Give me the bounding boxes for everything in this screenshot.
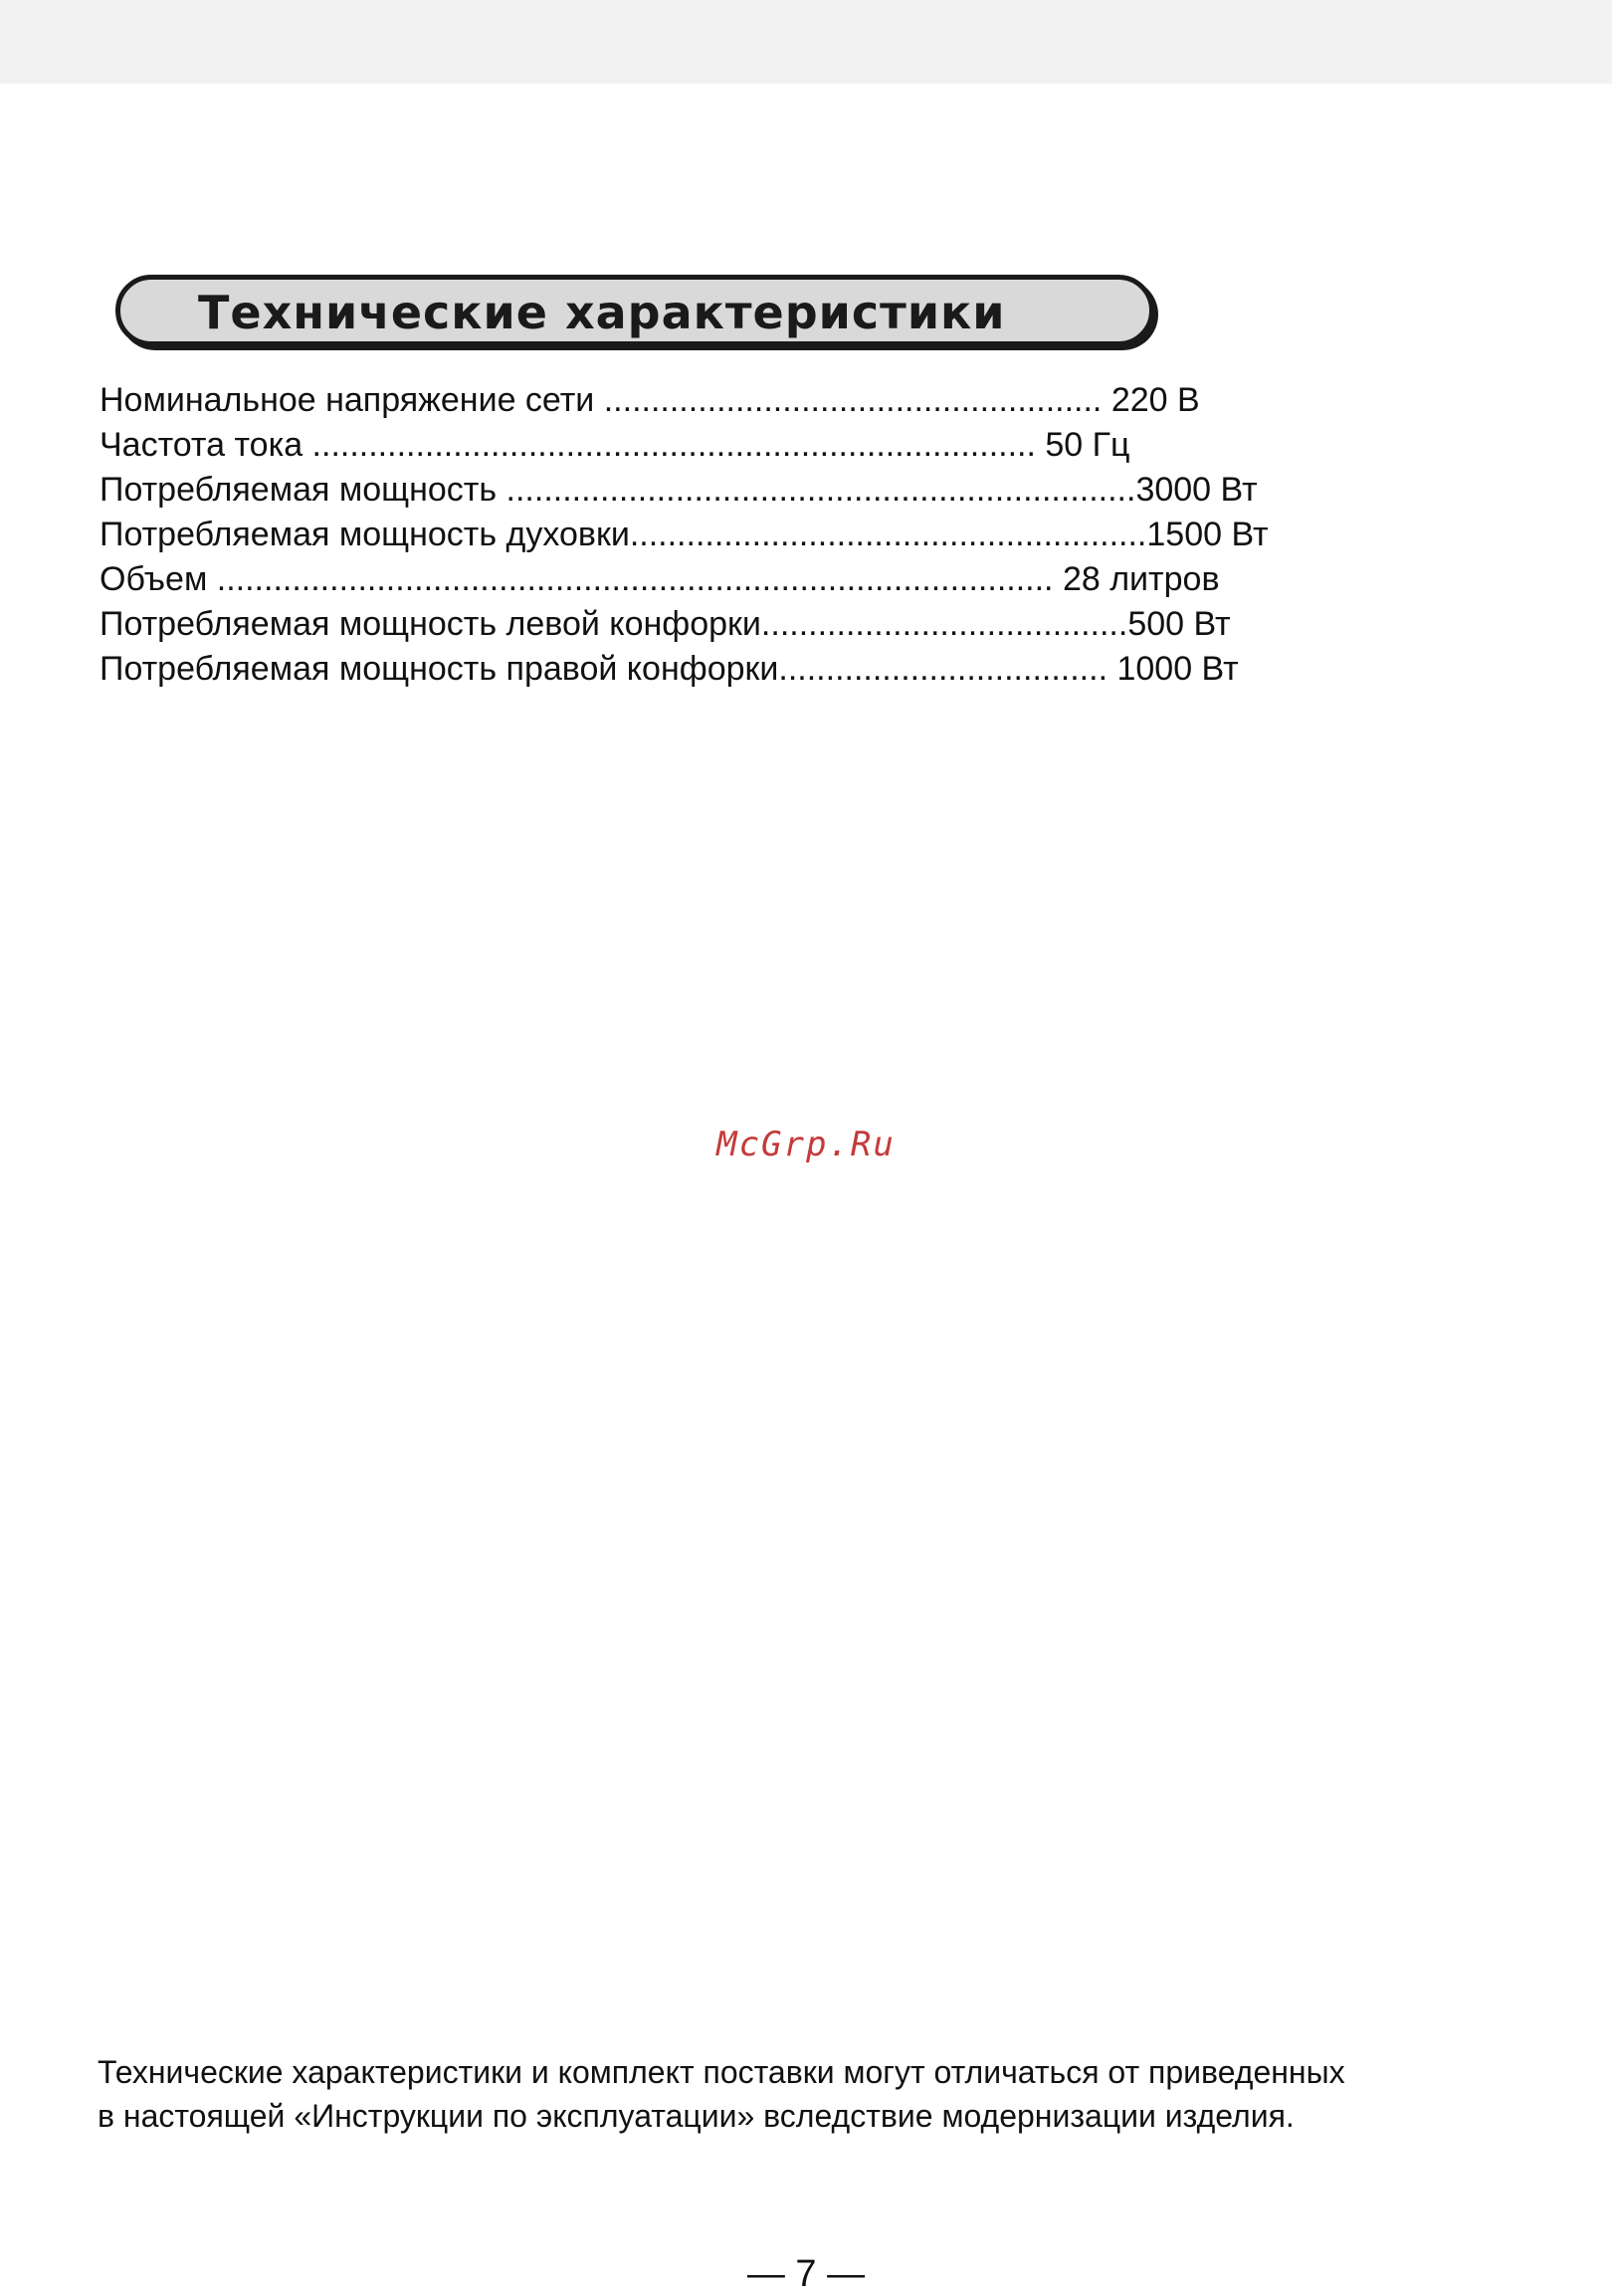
spec-list: [100, 378, 1493, 692]
spec-leader-dots: .............................................................................: [302, 426, 1046, 464]
spec-value: 50 Гц: [1045, 426, 1130, 464]
spec-label: Номинальное напряжение сети: [100, 381, 595, 419]
footer-note-line: в настоящей «Инструкции по эксплуатации» вследствие модернизации изделия.: [98, 2098, 1295, 2134]
spec-label: Частота тока: [100, 426, 303, 464]
spec-label: Объем: [100, 560, 208, 598]
spec-leader-dots: .......................................................: [629, 516, 1147, 553]
spec-leader-dots: .......................................: [760, 605, 1128, 643]
spec-leader-dots: .....................................................: [594, 381, 1111, 419]
spec-leader-dots: ...................................................................: [497, 471, 1136, 509]
spec-row-right-burner: [100, 647, 1493, 692]
spec-row-volume: [100, 557, 1493, 602]
footer-note-line: Технические характеристики и комплект поставки могут отличаться от приведенных: [98, 2054, 1345, 2090]
spec-label: Потребляемая мощность: [100, 471, 498, 509]
spec-row-frequency: [100, 423, 1493, 468]
section-heading-box: [115, 275, 1154, 346]
spec-value: 1500 Вт: [1146, 516, 1269, 553]
page-number: — 7 —: [746, 2253, 866, 2295]
spec-leader-dots: ...................................: [778, 650, 1117, 688]
footer-note: [98, 2050, 1550, 2138]
spec-label: Потребляемая мощность левой конфорки: [100, 605, 761, 643]
spec-row-oven-power: [100, 513, 1493, 557]
spec-row-voltage: [100, 378, 1493, 423]
spec-value: 500 Вт: [1127, 605, 1231, 643]
section-heading: Технические характеристики: [198, 286, 1006, 339]
top-strip: [0, 0, 1612, 84]
spec-leader-dots: .........................................................................................: [207, 560, 1063, 598]
spec-value: 28 литров: [1062, 560, 1220, 598]
spec-label: Потребляемая мощность духовки: [100, 516, 630, 553]
spec-value: 220 В: [1110, 381, 1200, 419]
spec-row-left-burner: [100, 602, 1493, 647]
spec-row-power: [100, 468, 1493, 513]
watermark: McGrp.Ru: [716, 1125, 896, 1164]
spec-value: 3000 Вт: [1135, 471, 1258, 509]
spec-label: Потребляемая мощность правой конфорки: [100, 650, 779, 688]
spec-value: 1000 Вт: [1116, 650, 1239, 688]
